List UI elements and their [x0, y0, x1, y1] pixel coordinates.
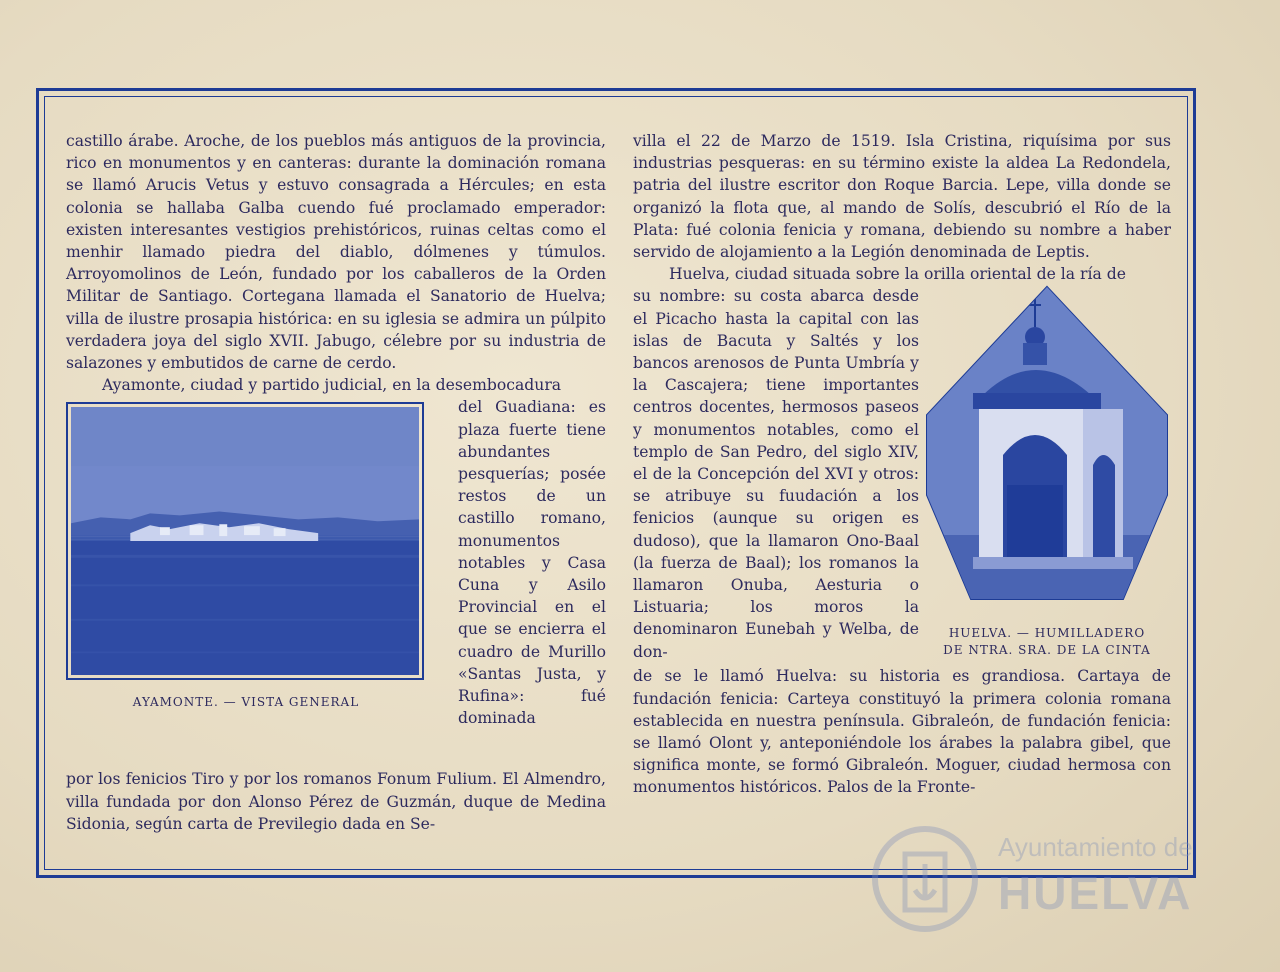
- paragraph-huelva-intro: Huelva, ciudad situada sobre la orilla oriental de la ría de: [669, 265, 1126, 284]
- paragraph-isla-cristina: villa el 22 de Marzo de 1519. Isla Cristina, riquísima por sus industrias pesqueras: en su término existe la aldea La Redondela, patria del ilustre escritor don Roque Barcia. Lepe, villa donde se organizó la flota que, al mando de Solís, descubrió el Río de la Plata: fué colonia fenicia y romana, debiendo su nombre a haber servido de alojamiento a la Legión denominada de Leptis.: [633, 132, 1171, 262]
- watermark-line2: HUELVA: [998, 867, 1193, 919]
- paragraph-huelva-wrap: su nombre: su costa abarca desde el Picacho hasta la capital con las islas de Bacuta y Saltés y los bancos arenosos de Punta Umbría y la Cascajera; tiene importantes centros docentes, hermosos paseos y monumentos notables, como el templo de San Pedro, del siglo XIV, el de la Concepción del XVI y otros: se atribuye su fuudación a los fenicios (aunque su origen es dudoso), que la llamaron Ono-Baal (la fuerza de Baal); los romanos la llamaron Onuba, Aesturia o Listuaria; los moros la denominaron Eunebah y Welba, de don-: [633, 287, 919, 661]
- paragraph-aroche: castillo árabe. Aroche, de los pueblos más antiguos de la provincia, rico en monumentos y en canteras: durante la dominación romana se llamó Arucis Vetus y estuvo consagrada a Hércules; en esta colonia se hallaba Galba cuendo fué proclamado emperador: existen interesantes vestigios prehistóricos, ruinas celtas como el menhir llamado piedra del diablo, dólmenes y túmulos. Arroyomolinos de León, fundado por los caballeros de la Orden Militar de Santiago. Cortegana llamada el Sanatorio de Huelva; villa de ilustre prosapia histórica: en su iglesia se admira un púlpito verdadera joya del siglo XVII. Jabugo, célebre por su industria de salazones y embutidos de carne de cerdo.: [66, 132, 606, 373]
- ayuntamiento-watermark: [870, 824, 1200, 944]
- ayamonte-photo-caption: AYAMONTE. — VISTA GENERAL: [132, 695, 360, 710]
- paragraph-ayamonte-intro: Ayamonte, ciudad y partido judicial, en la desembocadura: [102, 376, 562, 395]
- paragraph-almendro: por los fenicios Tiro y por los romanos Fonum Fulium. El Almendro, villa fundada por don Alonso Pérez de Guzmán, duque de Medina Sidonia, según carta de Previlegio dada en Se-: [66, 770, 606, 833]
- left-column: [66, 130, 606, 835]
- right-column: [633, 130, 1171, 799]
- watermark-line1: Ayuntamiento de: [998, 832, 1193, 862]
- humilladero-caption-line2: DE NTRA. SRA. DE LA CINTA: [943, 643, 1151, 658]
- city-seal-icon: [870, 824, 980, 942]
- humilladero-photo-figure: [923, 285, 1171, 665]
- ayamonte-photo-frame: [66, 402, 424, 680]
- ayamonte-photo: [71, 407, 419, 675]
- humilladero-caption-line1: HUELVA. — HUMILLADERO: [948, 626, 1146, 641]
- ayamonte-block: [66, 396, 606, 729]
- ayamonte-photo-figure: [66, 398, 458, 768]
- paragraph-cartaya: de se le llamó Huelva: su historia es grandiosa. Cartaya de fundación fenicia: Carteya constituyó la primera colonia romana establecida en nuestra península. Gibraleón, de fundación fenicia: se llamó Olont y, anteponiéndole los árabes la palabra gibel, que significa monte, se formó Gibraleón. Moguer, ciudad hermosa con monumentos históricos. Palos de la Fronte-: [633, 667, 1171, 797]
- huelva-block: [633, 285, 1171, 662]
- humilladero-photo: [923, 285, 1171, 615]
- humilladero-photo-caption: [923, 625, 1171, 659]
- paragraph-ayamonte-wrap: del Guadiana: es plaza fuerte tiene abundantes pesquerías; posée restos de un castillo romano, monumentos notables y Casa Cuna y Asilo Provincial en el que se encierra el cuadro de Murillo «Santas Justa, y Rufina»: fué dominada: [458, 398, 606, 728]
